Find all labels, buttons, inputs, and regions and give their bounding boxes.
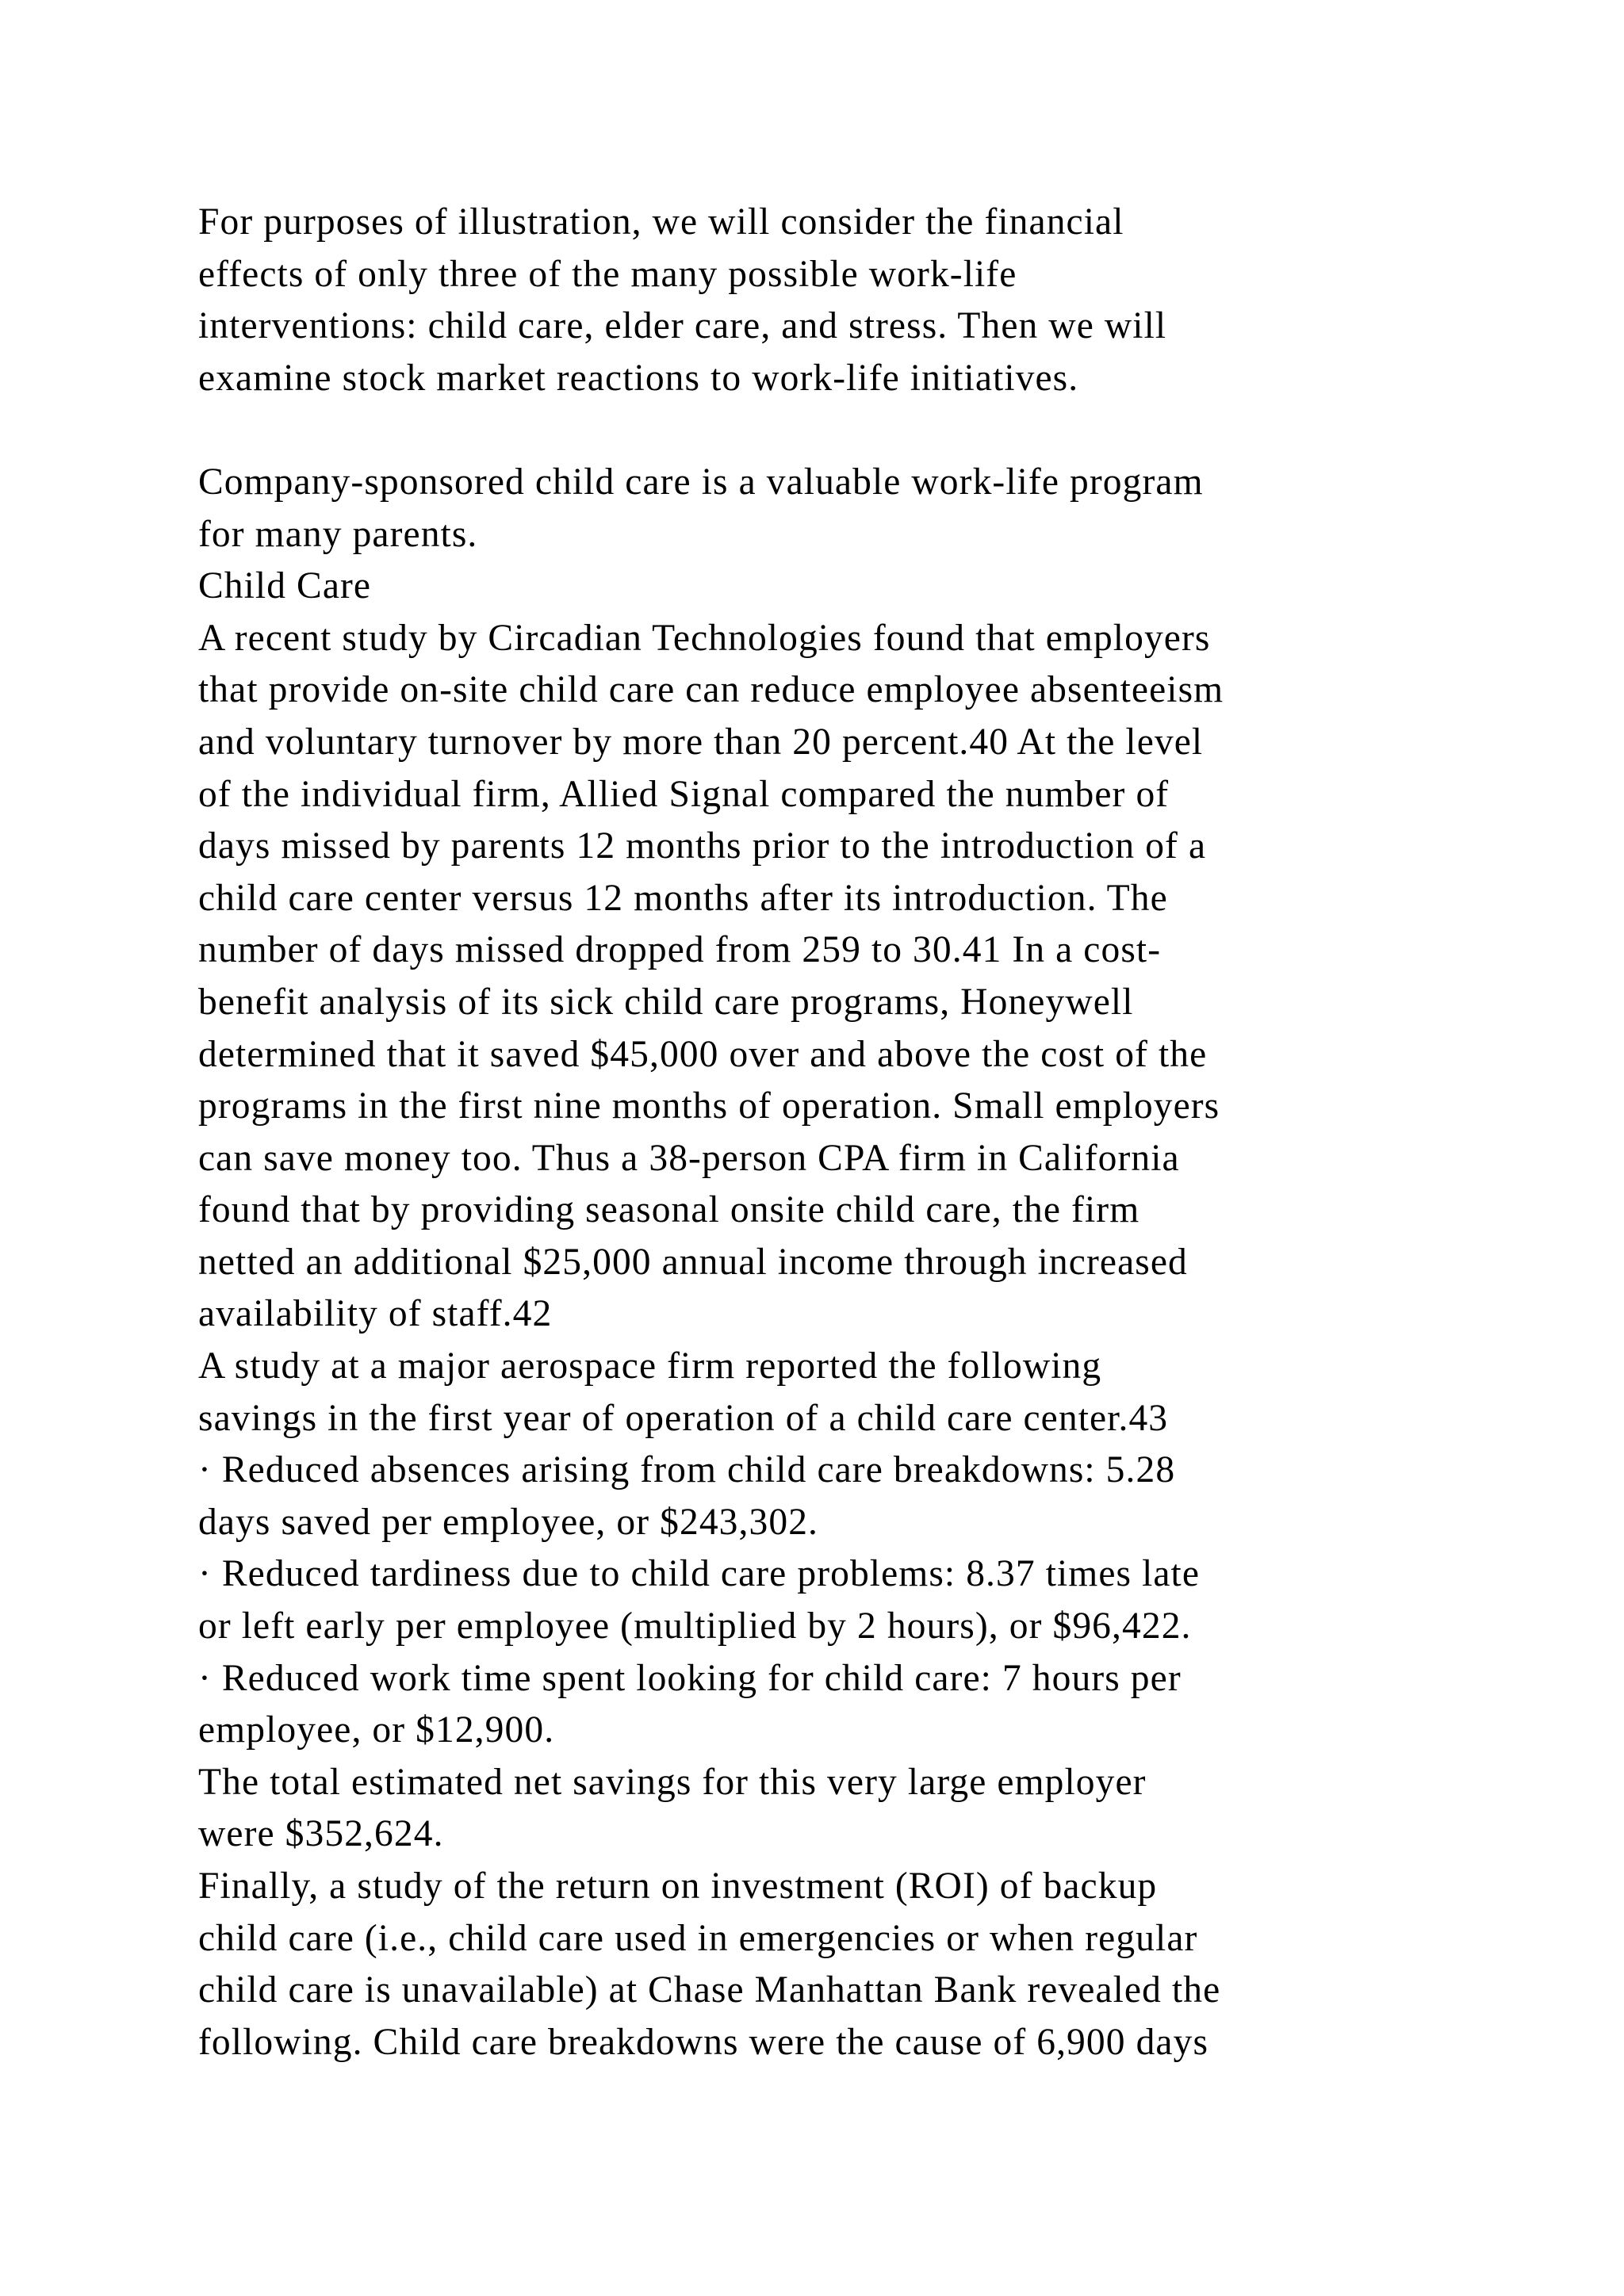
- text-line: The total estimated net savings for this very large employer: [198, 1761, 1147, 1803]
- text-line: can save money too. Thus a 38-person CPA firm in California: [198, 1137, 1180, 1179]
- text-line: programs in the first nine months of operation. Small employers: [198, 1085, 1220, 1127]
- text-line: child care (i.e., child care used in emergencies or when regular: [198, 1917, 1198, 1959]
- document-page: [198, 197, 1467, 2068]
- text-line: netted an additional $25,000 annual income through increased: [198, 1241, 1188, 1283]
- text-line: were $352,624.: [198, 1813, 444, 1855]
- text-line: of the individual firm, Allied Signal compared the number of: [198, 773, 1170, 815]
- bullet-line: · Reduced work time spent looking for child care: 7 hours per: [198, 1657, 1182, 1699]
- text-line: Finally, a study of the return on investment (ROI) of backup: [198, 1866, 1158, 1907]
- text-line: benefit analysis of its sick child care programs, Honeywell: [198, 981, 1134, 1023]
- body-text: [198, 613, 1467, 2069]
- text-line: days missed by parents 12 months prior to the introduction of a: [198, 825, 1207, 867]
- bullet-line: · Reduced tardiness due to child care problems: 8.37 times late: [198, 1553, 1201, 1595]
- text-line: and voluntary turnover by more than 20 percent.40 At the level: [198, 721, 1204, 763]
- text-line: that provide on-site child care can reduce employee absenteeism: [198, 669, 1224, 711]
- text-line: for many parents.: [198, 513, 478, 555]
- text-line: number of days missed dropped from 259 to 30.41 In a cost-: [198, 929, 1162, 971]
- text-line: child care is unavailable) at Chase Manhattan Bank revealed the: [198, 1969, 1221, 2011]
- text-line: availability of staff.42: [198, 1293, 553, 1335]
- text-line: examine stock market reactions to work-life initiatives.: [198, 357, 1079, 399]
- paragraph-spacer: [198, 404, 1467, 457]
- text-line: found that by providing seasonal onsite child care, the firm: [198, 1189, 1140, 1231]
- text-line: effects of only three of the many possible work-life: [198, 253, 1017, 295]
- text-line: For purposes of illustration, we will consider the financial: [198, 201, 1124, 243]
- section-heading: Child Care: [198, 565, 372, 607]
- bullet-line: · Reduced absences arising from child care breakdowns: 5.28: [198, 1449, 1176, 1491]
- text-line: employee, or $12,900.: [198, 1709, 555, 1751]
- text-line: savings in the first year of operation of a child care center.43: [198, 1397, 1169, 1439]
- text-line: child care center versus 12 months after its introduction. The: [198, 877, 1168, 919]
- text-line: A recent study by Circadian Technologies found that employers: [198, 617, 1211, 659]
- text-line: following. Child care breakdowns were the cause of 6,900 days: [198, 2021, 1209, 2063]
- text-line: days saved per employee, or $243,302.: [198, 1501, 819, 1543]
- text-line: interventions: child care, elder care, and stress. Then we will: [198, 305, 1167, 347]
- photo-caption: [198, 457, 1467, 561]
- text-line: or left early per employee (multiplied by 2 hours), or $96,422.: [198, 1605, 1192, 1647]
- intro-paragraph: [198, 197, 1467, 404]
- text-line: A study at a major aerospace firm reported the following: [198, 1345, 1102, 1387]
- text-line: Company-sponsored child care is a valuable work-life program: [198, 461, 1204, 503]
- text-line: determined that it saved $45,000 over and above the cost of the: [198, 1033, 1208, 1075]
